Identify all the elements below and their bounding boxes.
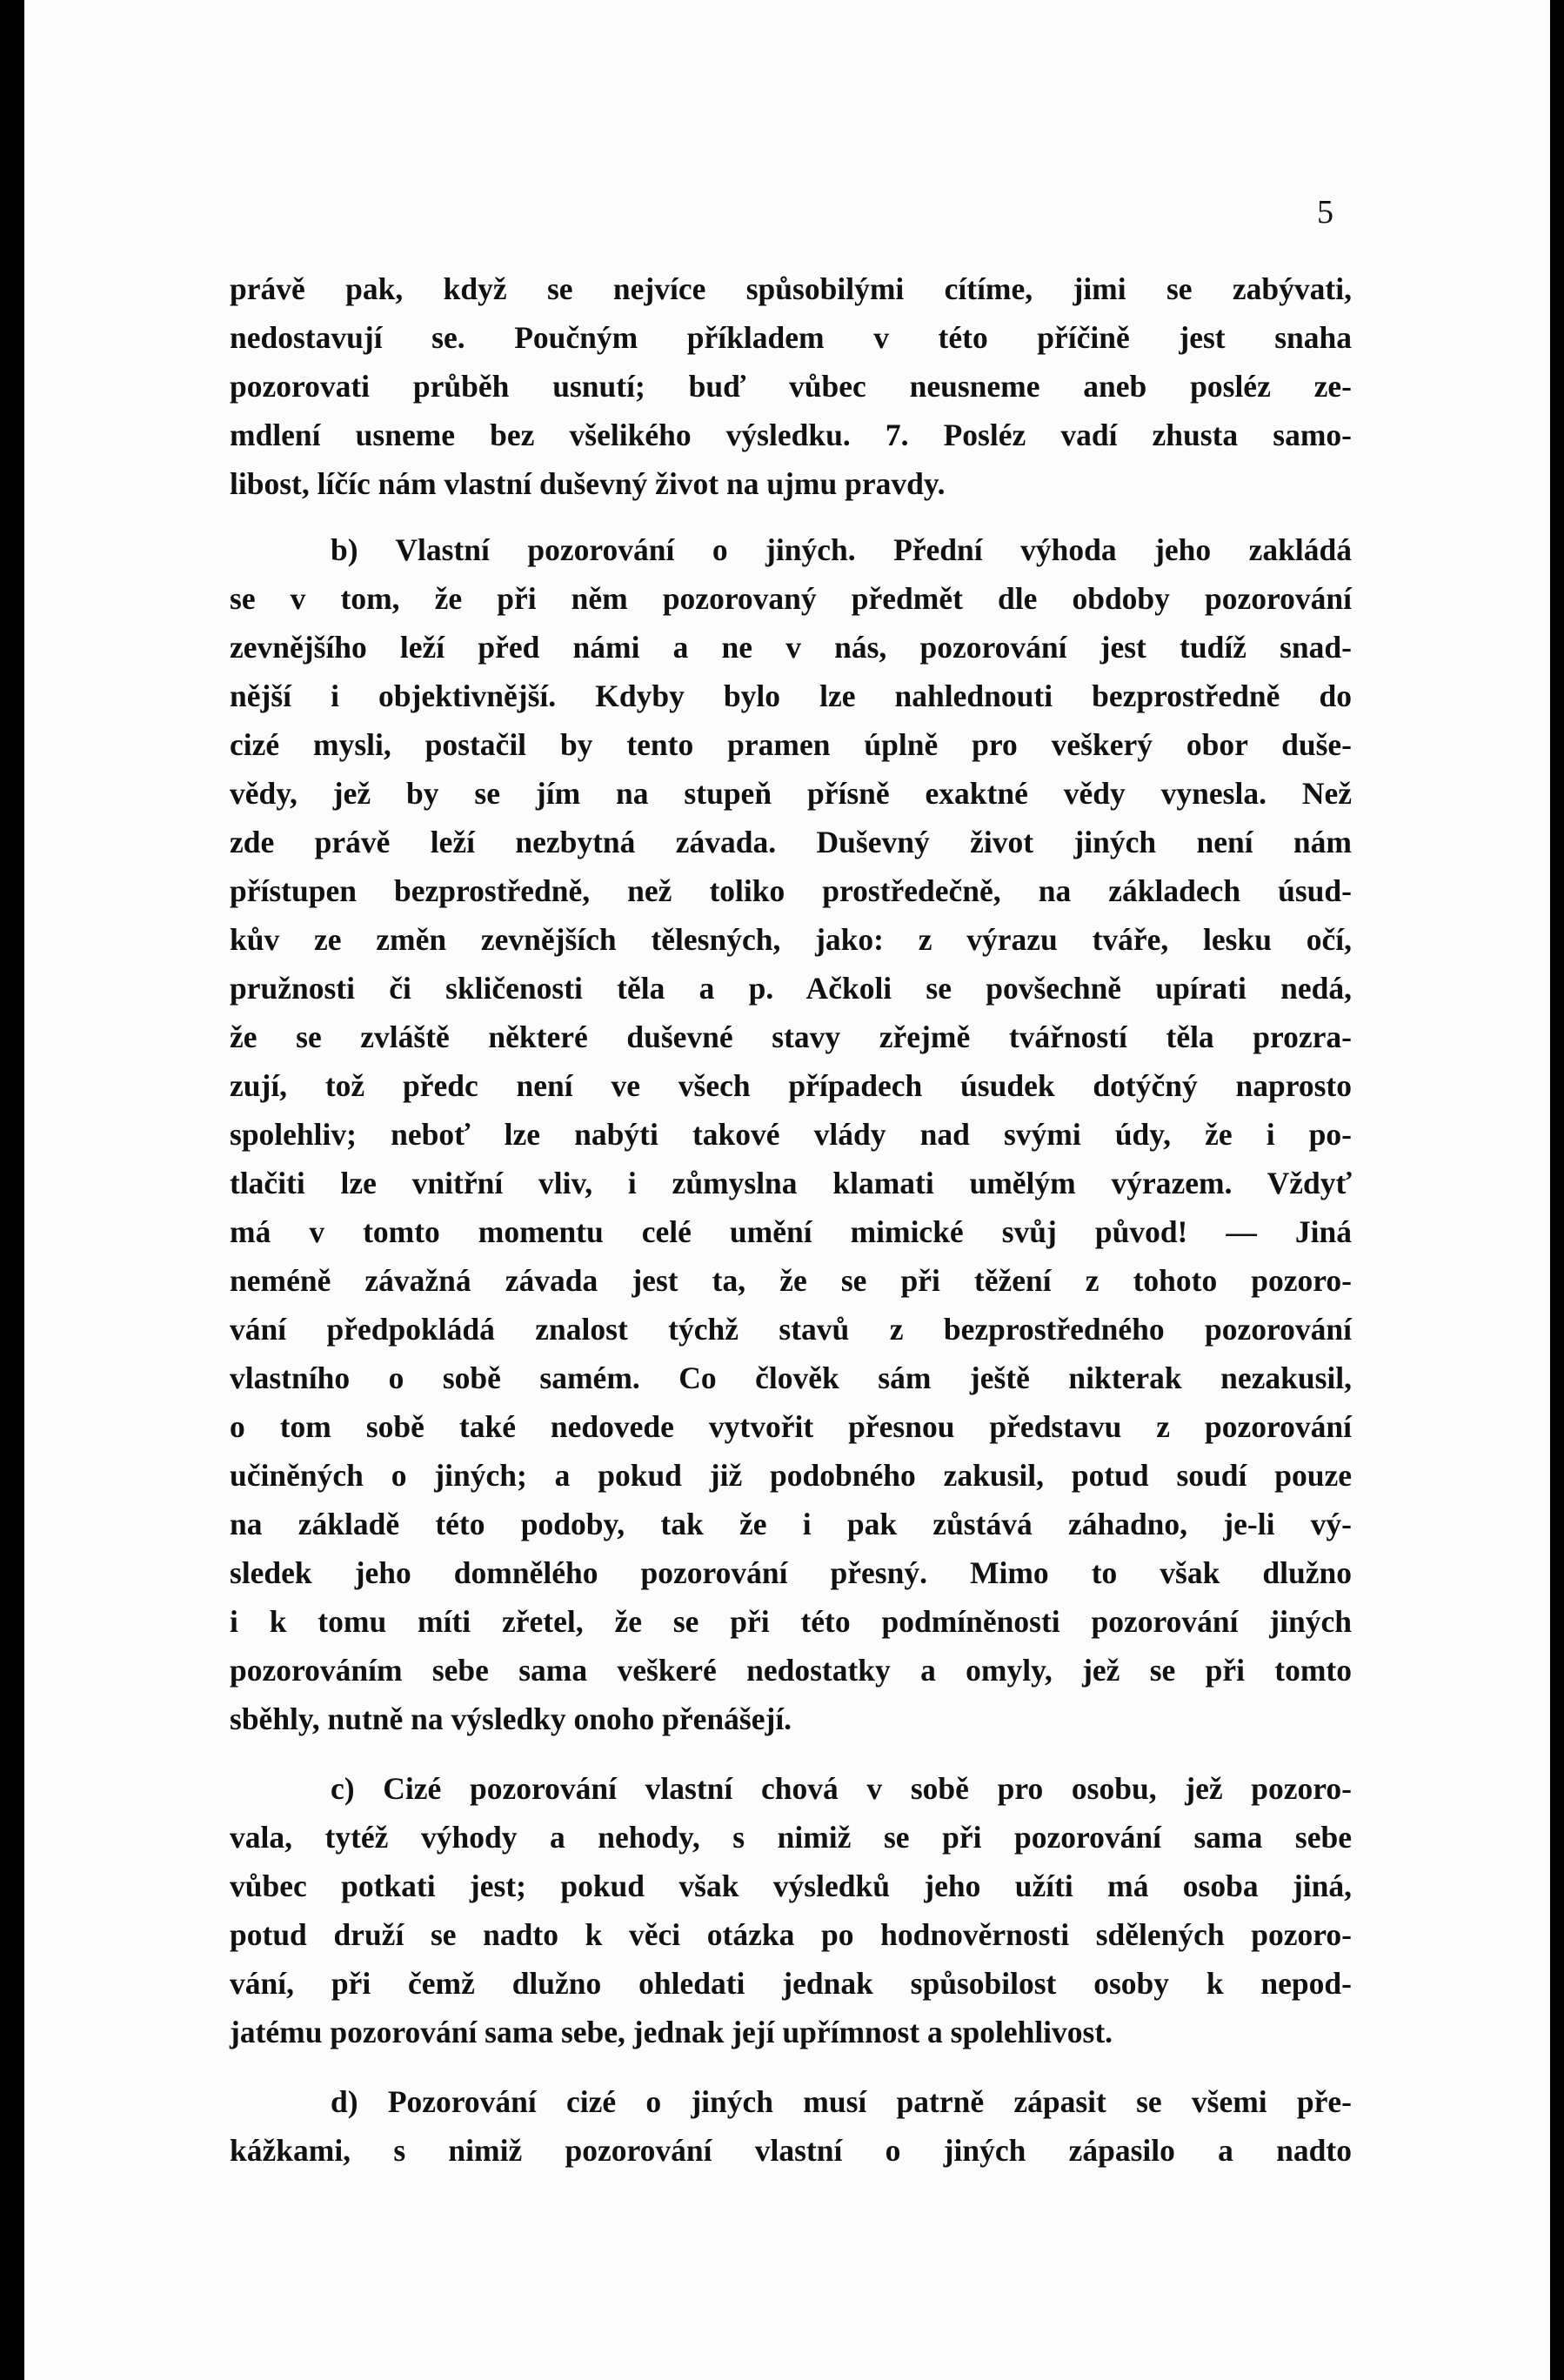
text-line: nedostavují se. Poučným příkladem v této příčině jest snaha: [230, 320, 1352, 355]
text-line: libost, líčíc nám vlastní duševný život na ujmu pravdy.: [230, 466, 946, 501]
book-page: [24, 0, 1550, 2380]
text-line: jatému pozorování sama sebe, jednak její upřímnost a spolehlivost.: [230, 2015, 1113, 2049]
text-line: sběhly, nutně na výsledky onoho přenášejí.: [230, 1701, 792, 1736]
body-text: [230, 264, 1352, 2175]
text-line: cizé mysli, postačil by tento pramen úplně pro veškerý obor duše-: [230, 727, 1352, 762]
text-line: pozorováním sebe sama veškeré nedostatky a omyly, jež se při tomto: [230, 1653, 1352, 1688]
text-line: se v tom, že při něm pozorovaný předmět dle obdoby pozorování: [230, 581, 1352, 616]
text-line: vlastního o sobě samém. Co člověk sám ještě nikterak nezakusil,: [230, 1360, 1352, 1395]
section-d-heading-line: d) Pozorování cizé o jiných musí patrně zápasit se všemi pře-: [331, 2084, 1352, 2119]
section-b-heading-line: b) Vlastní pozorování o jiných. Přední výhoda jeho zakládá: [331, 532, 1352, 567]
text-line: kážkami, s nimiž pozorování vlastní o jiných zápasilo a nadto: [230, 2133, 1352, 2168]
text-line: učiněných o jiných; a pokud již podobného zakusil, potud soudí pouze: [230, 1458, 1352, 1493]
text-line: pružnosti či skličenosti těla a p. Ačkoli se povšechně upírati nedá,: [230, 971, 1352, 1006]
text-line: zde právě leží nezbytná závada. Duševný život jiných není nám: [230, 825, 1352, 859]
text-line: má v tomto momentu celé umění mimické svůj původ! — Jiná: [230, 1214, 1352, 1249]
text-line: vání předpokládá znalost týchž stavů z bezprostředného pozorování: [230, 1312, 1352, 1347]
text-line: vůbec potkati jest; pokud však výsledků jeho užíti má osoba jiná,: [230, 1869, 1352, 1903]
text-line: právě pak, když se nejvíce spůsobilými cítíme, jimi se zabývati,: [230, 271, 1352, 306]
text-line: sledek jeho domnělého pozorování přesný. Mimo to však dlužno: [230, 1555, 1352, 1590]
text-line: potud druží se nadto k věci otázka po hodnověrnosti sdělených pozoro-: [230, 1917, 1352, 1952]
text-line: pozorovati průběh usnutí; buď vůbec neusneme aneb posléz ze-: [230, 369, 1352, 404]
text-line: kův ze změn zevnějších tělesných, jako: z výrazu tváře, lesku očí,: [230, 922, 1352, 957]
text-line: vědy, jež by se jím na stupeň přísně exaktné vědy vynesla. Než: [230, 776, 1352, 811]
text-line: mdlení usneme bez všelikého výsledku. 7. Posléz vadí zhusta samo-: [230, 418, 1352, 452]
text-line: vala, tytéž výhody a nehody, s nimiž se při pozorování sama sebe: [230, 1820, 1352, 1855]
text-line: nější i objektivnější. Kdyby bylo lze nahlednouti bezprostředně do: [230, 679, 1352, 713]
text-line: na základě této podoby, tak že i pak zůstává záhadno, je-li vý-: [230, 1507, 1352, 1541]
text-line: tlačiti lze vnitřní vliv, i zůmyslna klamati umělým výrazem. Vždyť: [230, 1166, 1352, 1200]
text-line: neméně závažná závada jest ta, že se při těžení z tohoto pozoro-: [230, 1263, 1352, 1298]
text-line: vání, při čemž dlužno ohledati jednak spůsobilost osoby k nepod-: [230, 1966, 1352, 2001]
page-number: 5: [1317, 194, 1333, 231]
text-line: o tom sobě také nedovede vytvořit přesnou představu z pozorování: [230, 1409, 1352, 1444]
text-line: přístupen bezprostředně, než toliko prostředečně, na základech úsud-: [230, 873, 1352, 908]
text-line: zevnějšího leží před námi a ne v nás, pozorování jest tudíž snad-: [230, 630, 1352, 665]
text-line: i k tomu míti zřetel, že se při této podmíněnosti pozorování jiných: [230, 1604, 1352, 1639]
text-line: že se zvláště některé duševné stavy zřejmě tvářností těla prozra-: [230, 1020, 1352, 1054]
section-c-heading-line: c) Cizé pozorování vlastní chová v sobě pro osobu, jež pozoro-: [331, 1771, 1352, 1806]
text-line: spolehliv; neboť lze nabýti takové vlády nad svými údy, že i po-: [230, 1117, 1352, 1152]
text-line: zují, tož předc není ve všech případech úsudek dotýčný naprosto: [230, 1068, 1352, 1103]
